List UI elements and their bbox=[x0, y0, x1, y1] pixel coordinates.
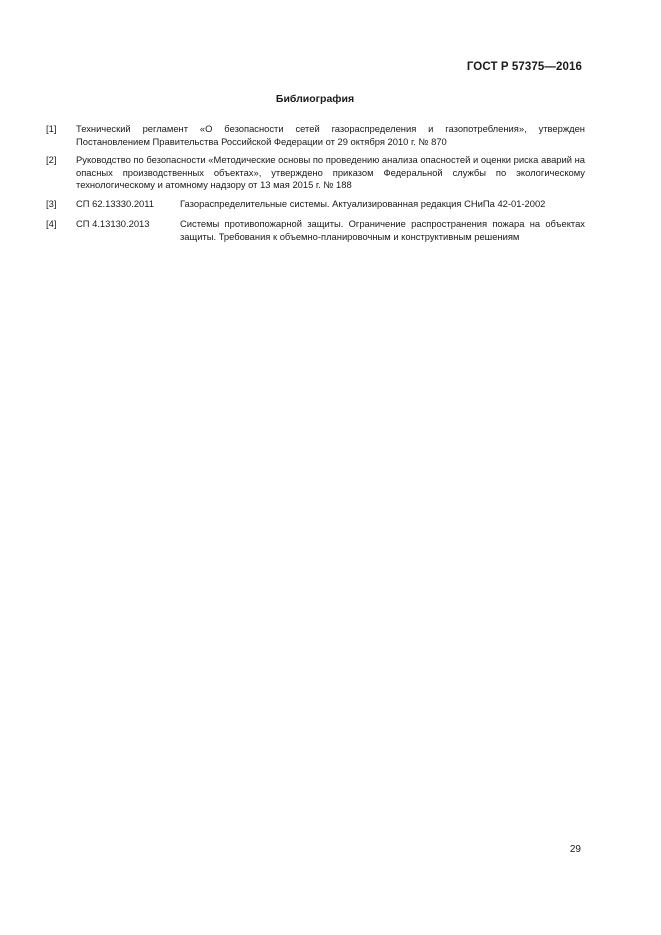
page-number: 29 bbox=[569, 844, 581, 855]
bibliography-entry bbox=[46, 154, 586, 192]
entry-code: СП 4.13130.2013 bbox=[76, 218, 150, 229]
entry-text: Технический регламент «О безопасности сетей газораспределения и газопотребления», утвержден Постановлением Правительства Российской Федерации от 29 октября 2010 г. № 870 bbox=[76, 123, 585, 147]
entry-code: СП 62.13330.2011 bbox=[76, 198, 154, 209]
entry-text: Газораспределительные системы. Актуализированная редакция СНиПа 42-01-2002 bbox=[180, 198, 546, 209]
bibliography-entry bbox=[46, 123, 586, 148]
entry-number: [2] bbox=[46, 154, 57, 165]
bibliography-title: Библиография bbox=[275, 93, 355, 105]
entry-text: Руководство по безопасности «Методические основы по проведению анализа опасностей и оценки риска аварий на опасных производственных объектах», утверждено приказом Федеральной службы по экологическому технологическому и атомному надзору от 13 мая 2015 г. № 188 bbox=[76, 154, 585, 190]
bibliography-entry bbox=[46, 198, 586, 211]
entry-text: Системы противопожарной защиты. Ограничение распространения пожара на объектах защиты. Требования к объемно-планировочным и конструктивным решениям bbox=[180, 218, 585, 242]
entry-number: [4] bbox=[46, 218, 57, 229]
entry-number: [1] bbox=[46, 123, 57, 134]
document-code: ГОСТ Р 57375—2016 bbox=[466, 61, 582, 73]
entry-number: [3] bbox=[46, 198, 57, 209]
bibliography-entry bbox=[46, 218, 586, 243]
